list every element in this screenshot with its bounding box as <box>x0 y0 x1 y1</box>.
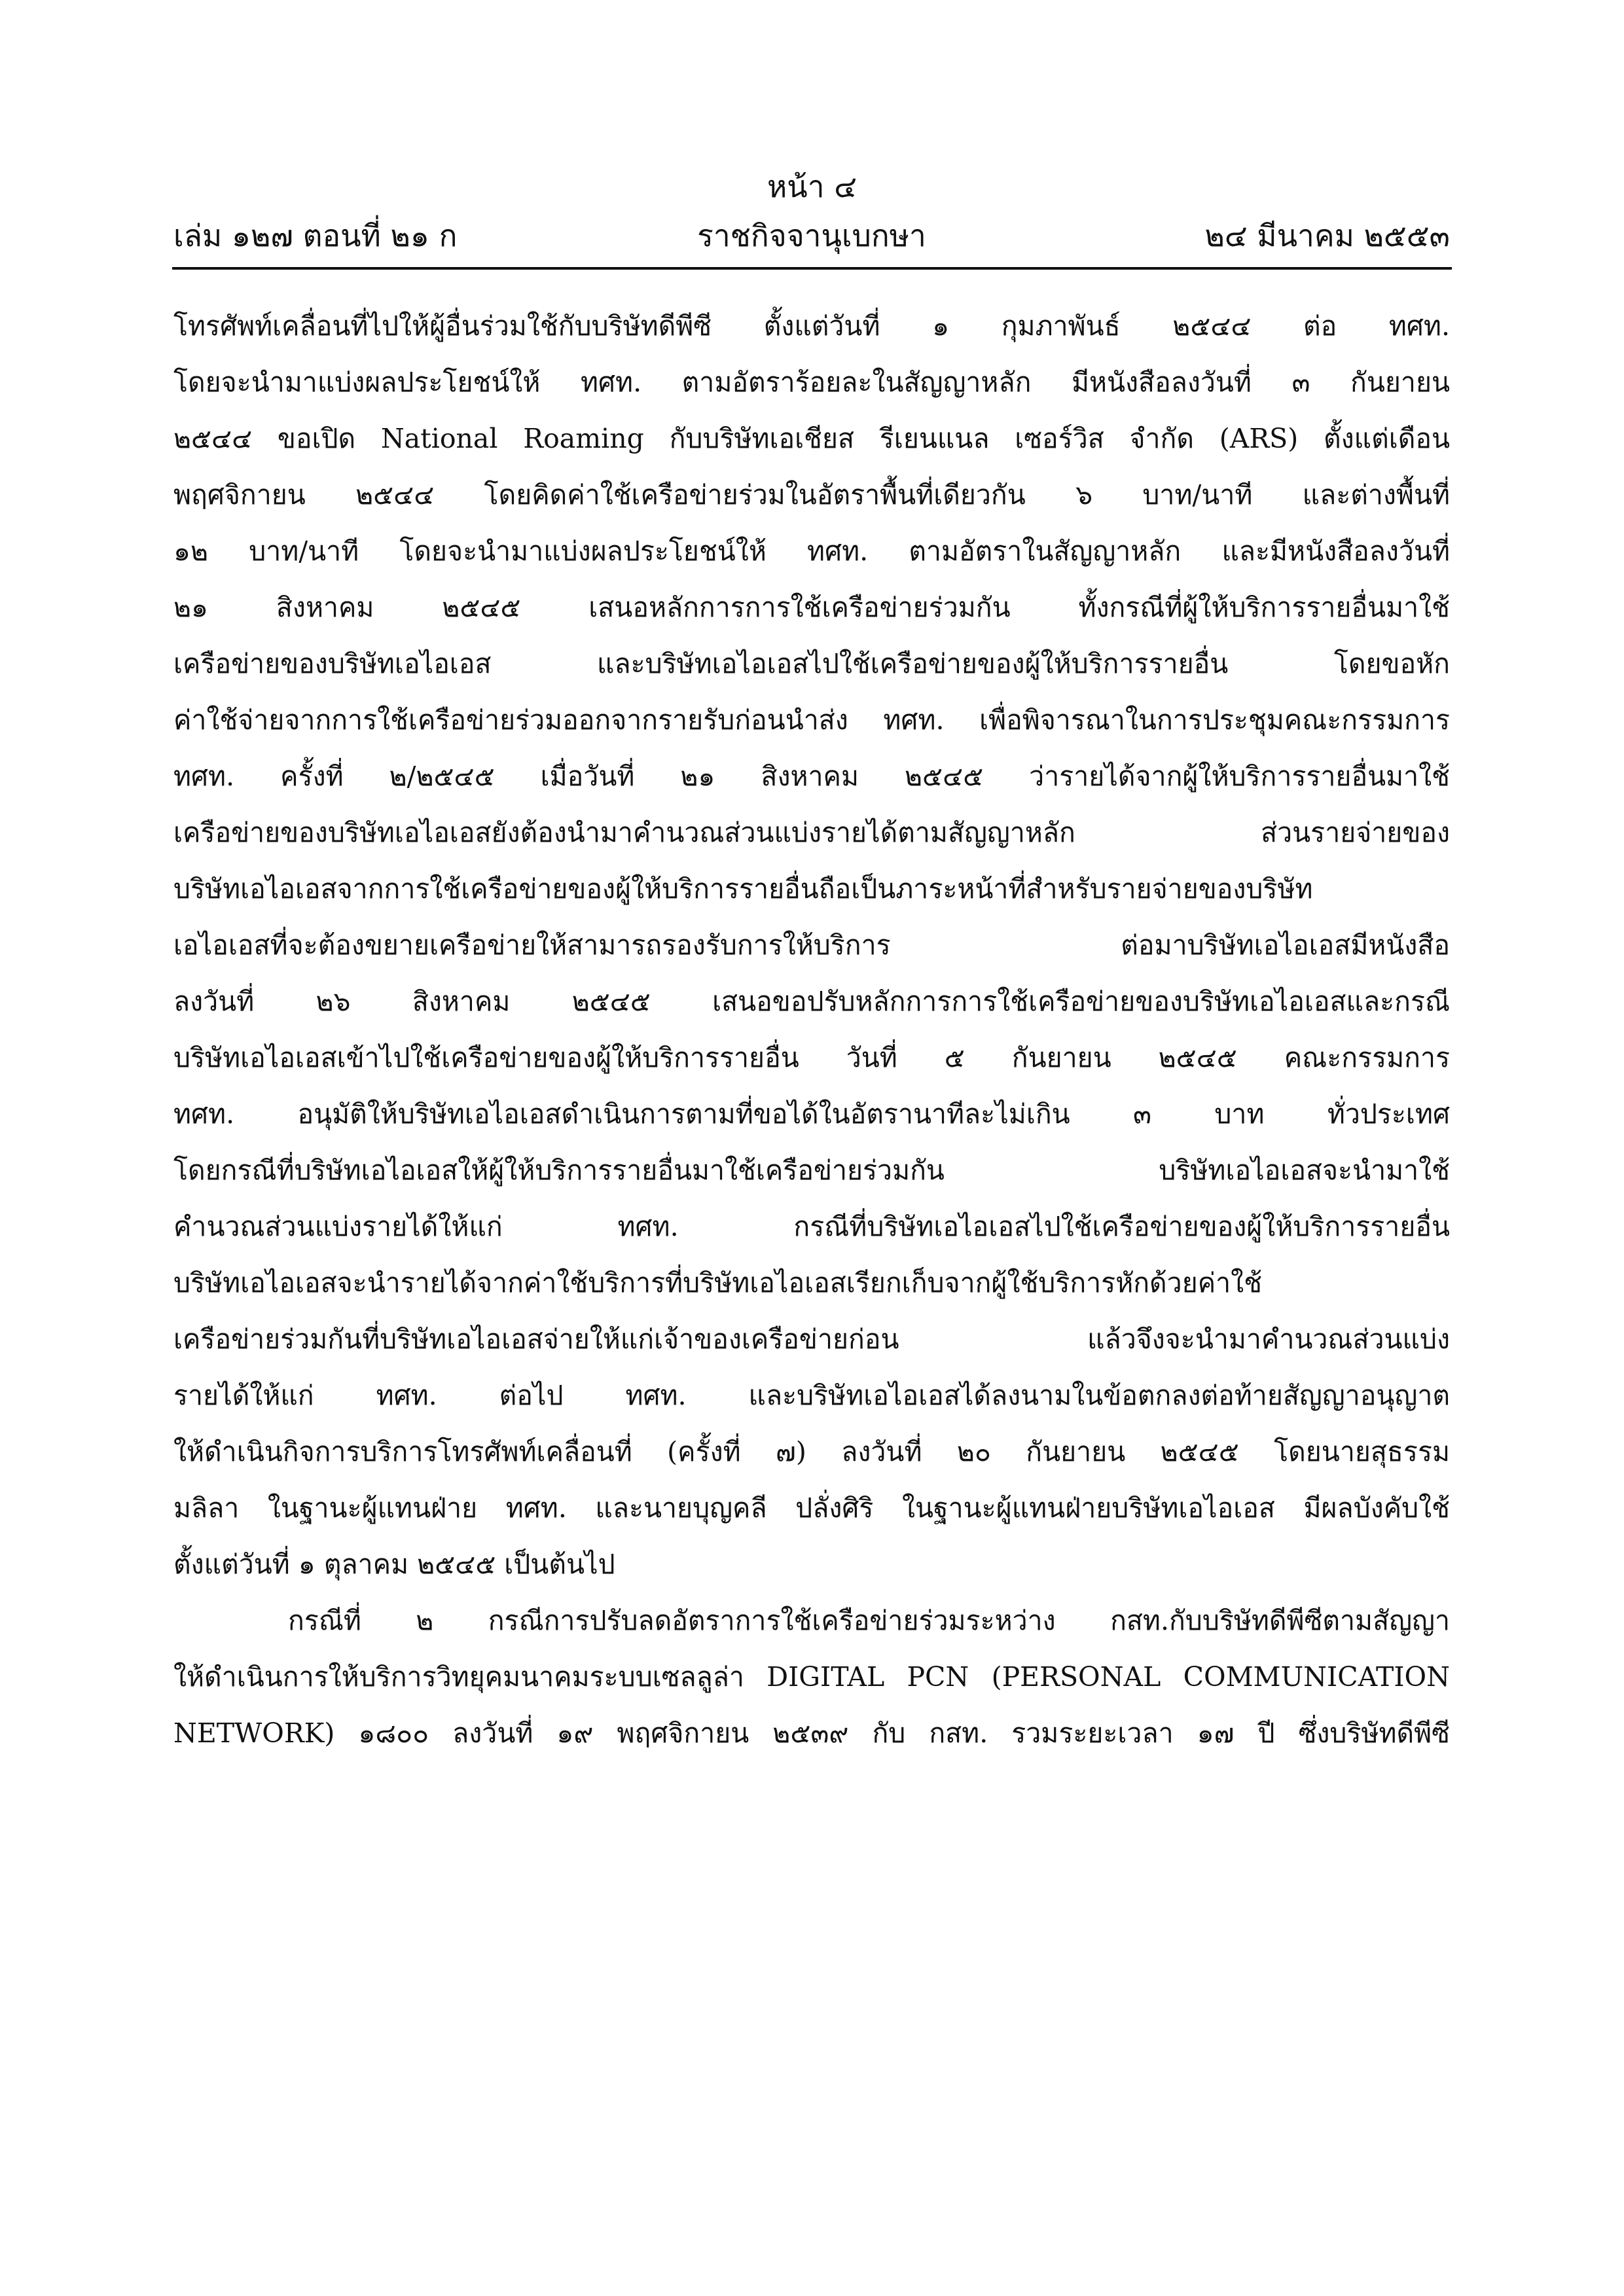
page-number: หน้า ๔ <box>767 169 857 204</box>
text-line: มลิลา ในฐานะผู้แทนฝ่าย ทศท. และนายบุญคลี ปลั่งศิริ ในฐานะผู้แทนฝ่ายบริษัทเอไอเอส มีผลบังคับใช้ <box>173 1492 1450 1524</box>
text-line: โทรศัพท์เคลื่อนที่ไปให้ผู้อื่นร่วมใช้กับบริษัทดีพีซี ตั้งแต่วันที่ ๑ กุมภาพันธ์ ๒๕๔๔ ต่อ ทศท. <box>173 310 1450 342</box>
text-line: ทศท. ครั้งที่ ๒/๒๕๔๕ เมื่อวันที่ ๒๑ สิงหาคม ๒๕๔๕ ว่ารายได้จากผู้ให้บริการรายอื่นมาใช้ <box>173 761 1450 792</box>
text-line: บริษัทเอไอเอสจะนำรายได้จากค่าใช้บริการที่บริษัทเอไอเอสเรียกเก็บจากผู้ใช้บริการหักด้วยค่าใช้ <box>173 1267 1263 1299</box>
text-line: ๑๒ บาท/นาที โดยจะนำมาแบ่งผลประโยชน์ให้ ทศท. ตามอัตราในสัญญาหลัก และมีหนังสือลงวันที่ <box>173 535 1450 567</box>
text-line: ตั้งแต่วันที่ ๑ ตุลาคม ๒๕๔๕ เป็นต้นไป <box>173 1549 615 1580</box>
volume-issue: เล่ม ๑๒๗ ตอนที่ ๒๑ ก <box>173 218 458 253</box>
header-divider <box>172 267 1452 270</box>
text-line: ให้ดำเนินการให้บริการวิทยุคมนาคมระบบเซลลูล่า DIGITAL PCN (PERSONAL COMMUNICATION <box>173 1661 1450 1693</box>
text-line: โดยจะนำมาแบ่งผลประโยชน์ให้ ทศท. ตามอัตราร้อยละในสัญญาหลัก มีหนังสือลงวันที่ ๓ กันยายน <box>173 367 1450 398</box>
text-line: ลงวันที่ ๒๖ สิงหาคม ๒๕๔๕ เสนอขอปรับหลักการการใช้เครือข่ายของบริษัทเอไอเอสและกรณี <box>173 986 1450 1017</box>
text-line: ทศท. อนุมัติให้บริษัทเอไอเอสดำเนินการตามที่ขอได้ในอัตรานาทีละไม่เกิน ๓ บาท ทั่วประเทศ <box>173 1098 1450 1130</box>
text-line: ให้ดำเนินกิจการบริการโทรศัพท์เคลื่อนที่ (ครั้งที่ ๗) ลงวันที่ ๒๐ กันยายน ๒๕๔๕ โดยนายสุธรรม <box>173 1436 1450 1467</box>
text-line: บริษัทเอไอเอสเข้าไปใช้เครือข่ายของผู้ให้บริการรายอื่น วันที่ ๕ กันยายน ๒๕๔๕ คณะกรรมการ <box>173 1042 1450 1073</box>
text-line: NETWORK) ๑๘๐๐ ลงวันที่ ๑๙ พฤศจิกายน ๒๕๓๙ กับ กสท. รวมระยะเวลา ๑๗ ปี ซึ่งบริษัทดีพีซี <box>173 1717 1450 1749</box>
paragraph-first-line: กรณีที่ ๒ กรณีการปรับลดอัตราการใช้เครือข่ายร่วมระหว่าง กสท.กับบริษัทดีพีซีตามสัญญา <box>288 1605 1450 1636</box>
text-line: เครือข่ายร่วมกันที่บริษัทเอไอเอสจ่ายให้แก่เจ้าของเครือข่ายก่อน แล้วจึงจะนำมาคำนวณส่วนแบ่ง <box>173 1323 1450 1355</box>
text-line: รายได้ให้แก่ ทศท. ต่อไป ทศท. และบริษัทเอไอเอสได้ลงนามในข้อตกลงต่อท้ายสัญญาอนุญาต <box>173 1380 1450 1411</box>
text-line: คำนวณส่วนแบ่งรายได้ให้แก่ ทศท. กรณีที่บริษัทเอไอเอสไปใช้เครือข่ายของผู้ให้บริการรายอื่น <box>173 1211 1450 1242</box>
text-line: พฤศจิกายน ๒๕๔๔ โดยคิดค่าใช้เครือข่ายร่วมในอัตราพื้นที่เดียวกัน ๖ บาท/นาที และต่างพื้นที่ <box>173 479 1450 511</box>
text-line: ๒๑ สิงหาคม ๒๕๔๕ เสนอหลักการการใช้เครือข่ายร่วมกัน ทั้งกรณีที่ผู้ให้บริการรายอื่นมาใช้ <box>173 592 1450 623</box>
text-line: เครือข่ายของบริษัทเอไอเอสยังต้องนำมาคำนวณส่วนแบ่งรายได้ตามสัญญาหลัก ส่วนรายจ่ายของ <box>173 817 1450 848</box>
publication-title: ราชกิจจานุเบกษา <box>697 218 926 253</box>
body-text <box>173 298 1450 1761</box>
text-line: โดยกรณีที่บริษัทเอไอเอสให้ผู้ให้บริการรายอื่นมาใช้เครือข่ายร่วมกัน บริษัทเอไอเอสจะนำมาใช้ <box>173 1155 1450 1186</box>
text-line: บริษัทเอไอเอสจากการใช้เครือข่ายของผู้ให้บริการรายอื่นถือเป็นภาระหน้าที่สำหรับรายจ่ายของบริษัท <box>173 873 1313 905</box>
text-line: เอไอเอสที่จะต้องขยายเครือข่ายให้สามารถรองรับการให้บริการ ต่อมาบริษัทเอไอเอสมีหนังสือ <box>173 929 1450 961</box>
text-line: ค่าใช้จ่ายจากการใช้เครือข่ายร่วมออกจากรายรับก่อนนำส่ง ทศท. เพื่อพิจารณาในการประชุมคณะกรรมการ <box>173 704 1450 736</box>
page-header <box>173 213 1450 259</box>
text-line: ๒๕๔๔ ขอเปิด National Roaming กับบริษัทเอเชียส รีเยนแนล เซอร์วิส จำกัด (ARS) ตั้งแต่เดือน <box>173 423 1450 454</box>
publication-date: ๒๔ มีนาคม ๒๕๕๓ <box>1204 218 1450 253</box>
text-line: เครือข่ายของบริษัทเอไอเอส และบริษัทเอไอเอสไปใช้เครือข่ายของผู้ให้บริการรายอื่น โดยขอหัก <box>173 648 1450 679</box>
